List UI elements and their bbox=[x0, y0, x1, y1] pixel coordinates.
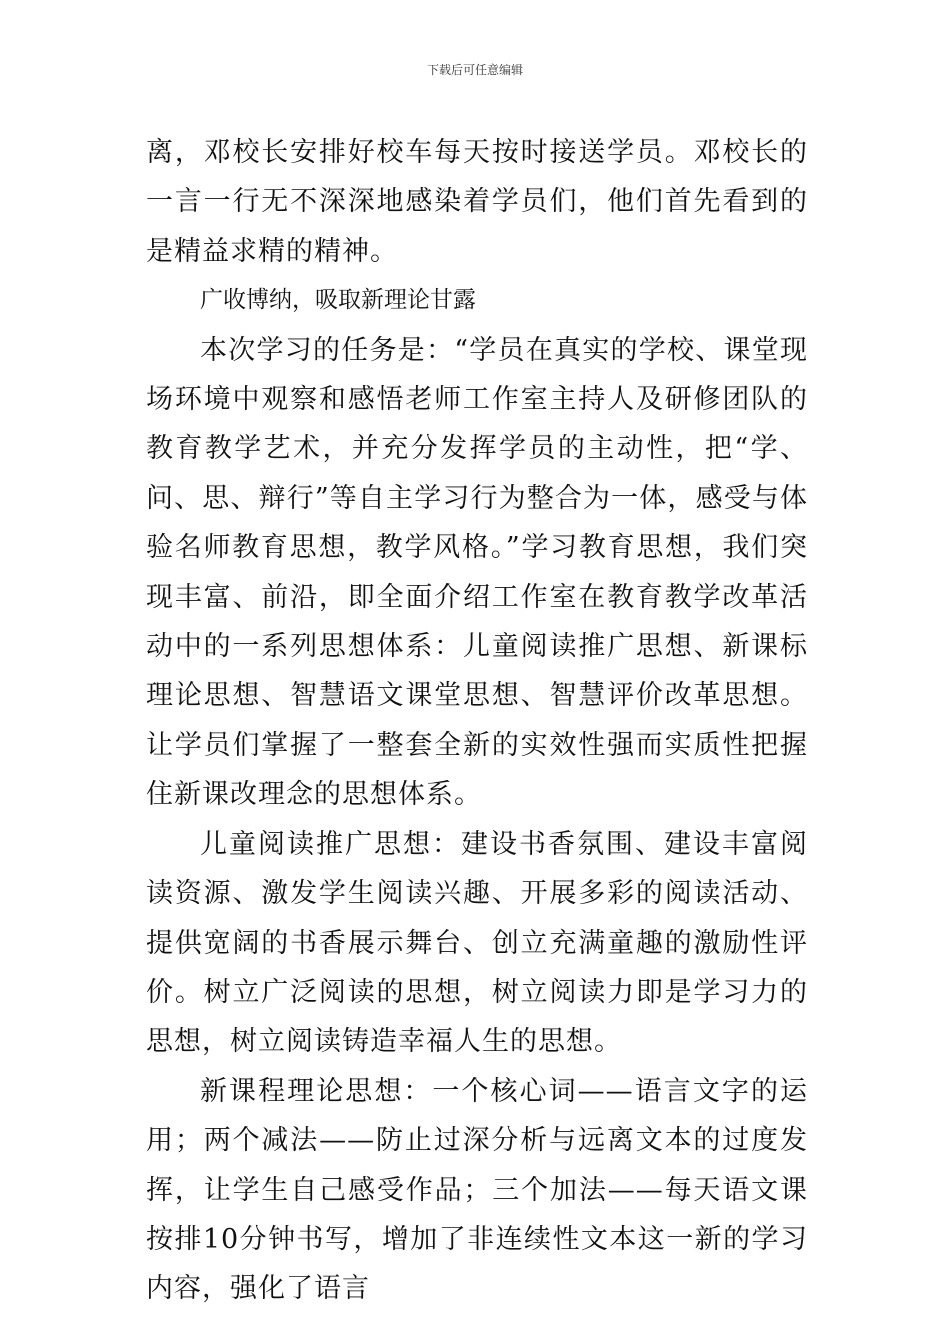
paragraph-study-task: 本次学习的任务是：“学员在真实的学校、课堂现场环境中观察和感悟老师工作室主持人及研修团队的教育教学艺术，并充分发挥学员的主动性，把“学、问、思、辩行”等自主学习行为整合为一体，感受与体验名师教育思想，教学风格。”学习教育思想，我们突现丰富、前沿，即全面介绍工作室在教育教学改革活动中的一系列思想体系：儿童阅读推广思想、新课标理论思想、智慧语文课堂思想、智慧评价改革思想。让学员们掌握了一整套全新的实效性强而实质性把握住新课改理念的思想体系。 bbox=[146, 334, 808, 811]
section-heading: 广收博纳，吸取新理论甘露 bbox=[200, 287, 476, 314]
document-body bbox=[146, 128, 808, 1314]
page-header: 下载后可任意编辑 bbox=[426, 63, 523, 77]
paragraph-new-curriculum: 新课程理论思想：一个核心词——语言文字的运用；两个减法——防止过深分析与远离文本的过度发挥，让学生自己感受作品；三个加法——每天语文课按排10分钟书写，增加了非连续性文本这一新的学习内容，强化了语言 bbox=[146, 1075, 808, 1305]
paragraph-continuation: 离，邓校长安排好校车每天按时接送学员。邓校长的一言一行无不深深地感染着学员们，他们首先看到的是精益求精的精神。 bbox=[146, 137, 808, 267]
paragraph-reading-promotion: 儿童阅读推广思想：建设书香氛围、建设丰富阅读资源、激发学生阅读兴趣、开展多彩的阅读活动、提供宽阔的书香展示舞台、创立充满童趣的激励性评价。树立广泛阅读的思想，树立阅读力即是学习力的思想，树立阅读铸造幸福人生的思想。 bbox=[146, 828, 808, 1058]
